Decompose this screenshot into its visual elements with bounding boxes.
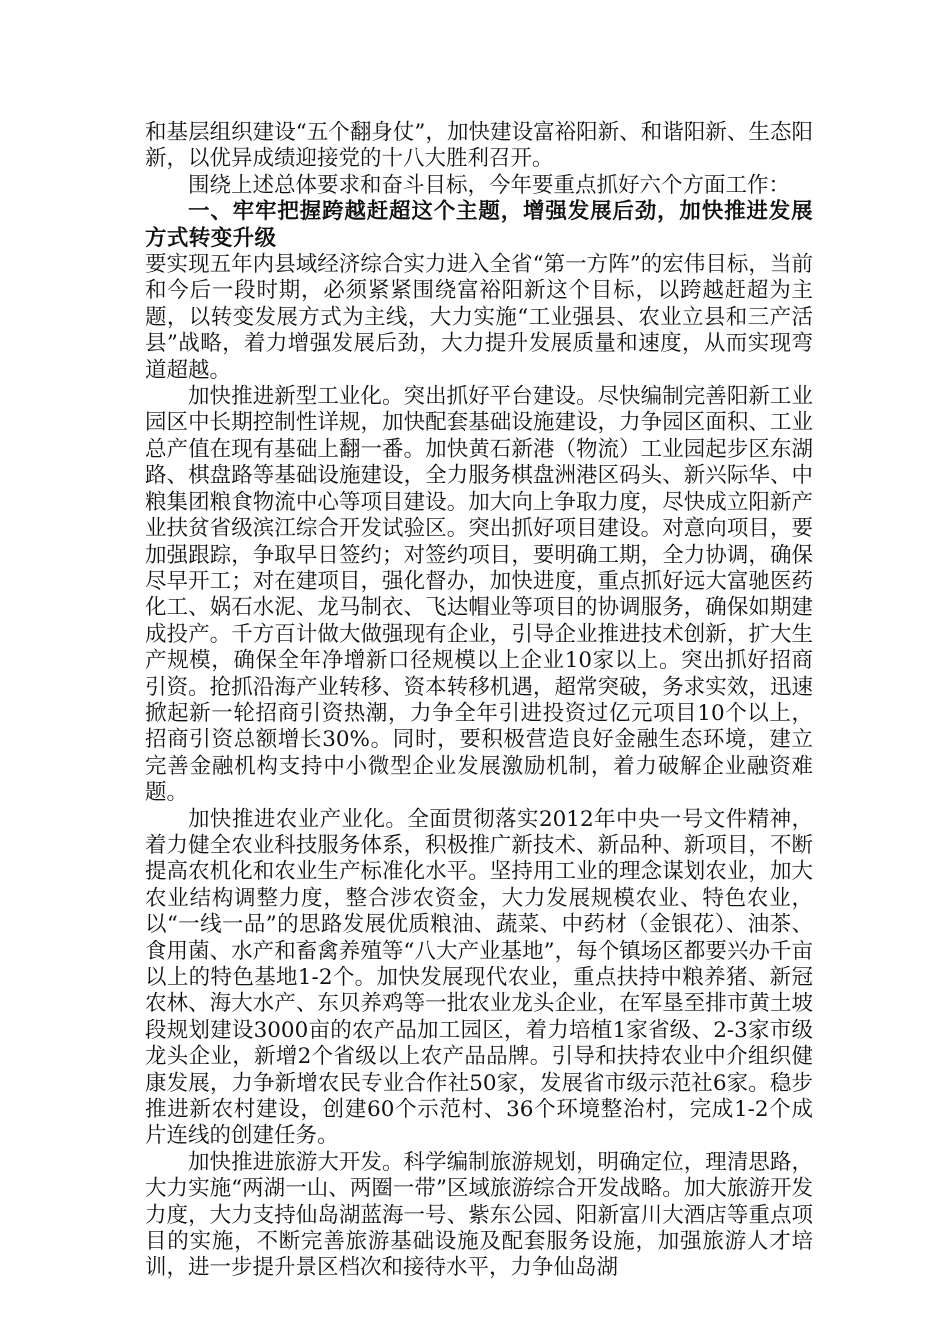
document-page	[145, 120, 813, 1282]
paragraph-agriculture: 加快推进农业产业化。全面贯彻落实2012年中央一号文件精神，着力健全农业科技服务体系，积极推广新技术、新品种、新项目，不断提高农机化和农业生产标准化水平。坚持用工业的理念谋划农业，加大农业结构调整力度，整合涉农资金，大力发展规模农业、特色农业，以“一线一品”的思路发展优质粮油、蔬菜、中药材（金银花）、油茶、食用菌、水产和畜禽养殖等“八大产业基地”，每个镇场区都要兴办千亩以上的特色基地1-2个。加快发展现代农业，重点扶持中粮养猪、新冠农林、海大水产、东贝养鸡等一批农业龙头企业，在军垦至排市黄土坡段规划建设3000亩的农产品加工园区，着力培植1家省级、2-3家市级龙头企业，新增2个省级以上农产品品牌。引导和扶持农业中介组织健康发展，力争新增农民专业合作社50家，发展省市级示范社6家。稳步推进新农村建设，创建60个示范村、36个环境整治村，完成1-2个成片连线的创建任务。	[145, 806, 813, 1149]
paragraph-six-tasks: 围绕上述总体要求和奋斗目标，今年要重点抓好六个方面工作：	[188, 172, 791, 198]
paragraph-tourism: 加快推进旅游大开发。科学编制旅游规划，明确定位，理清思路，大力实施“两湖一山、两圈一带”区域旅游综合开发战略。加大旅游开发力度，大力支持仙岛湖蓝海一号、紫东公园、阳新富川大酒店等重点项目的实施，不断完善旅游基础设施及配套服务设施，加强旅游人才培训，进一步提升景区档次和接待水平，力争仙岛湖	[145, 1149, 813, 1281]
paragraph-intro-continuation: 和基层组织建设“五个翻身仗”，加快建设富裕阳新、和谐阳新、生态阳新，以优异成绩迎接党的十八大胜利召开。	[145, 120, 813, 172]
section-heading-one: 一、牢牢把握跨越赶超这个主题，增强发展后劲，加快推进发展方式转变升级	[145, 199, 813, 251]
paragraph-section-one-intro: 要实现五年内县域经济综合实力进入全省“第一方阵”的宏伟目标，当前和今后一段时期，必须紧紧围绕富裕阳新这个目标，以跨越赶超为主题，以转变发展方式为主线，大力实施“工业强县、农业立县和三产活县”战略，着力增强发展后劲，大力提升发展质量和速度，从而实现弯道超越。	[145, 252, 813, 383]
paragraph-industrialization: 加快推进新型工业化。突出抓好平台建设。尽快编制完善阳新工业园区中长期控制性详规，加快配套基础设施建设，力争园区面积、工业总产值在现有基础上翻一番。加快黄石新港（物流）工业园起步区东湖路、棋盘路等基础设施建设，全力服务棋盘洲港区码头、新兴际华、中粮集团粮食物流中心等项目建设。加大向上争取力度，尽快成立阳新产业扶贫省级滨江综合开发试验区。突出抓好项目建设。对意向项目，要加强跟踪，争取早日签约；对签约项目，要明确工期，全力协调，确保尽早开工；对在建项目，强化督办，加快进度，重点抓好远大富驰医药化工、娲石水泥、龙马制衣、飞达帽业等项目的协调服务，确保如期建成投产。千方百计做大做强现有企业，引导企业推进技术创新，扩大生产规模，确保全年净增新口径规模以上企业10家以上。突出抓好招商引资。抢抓沿海产业转移、资本转移机遇，超常突破，务求实效，迅速掀起新一轮招商引资热潮，力争全年引进投资过亿元项目10个以上，招商引资总额增长30%。同时，要积极营造良好金融生态环境，建立完善金融机构支持中小微型企业发展激励机制，着力破解企业融资难题。	[145, 384, 813, 806]
